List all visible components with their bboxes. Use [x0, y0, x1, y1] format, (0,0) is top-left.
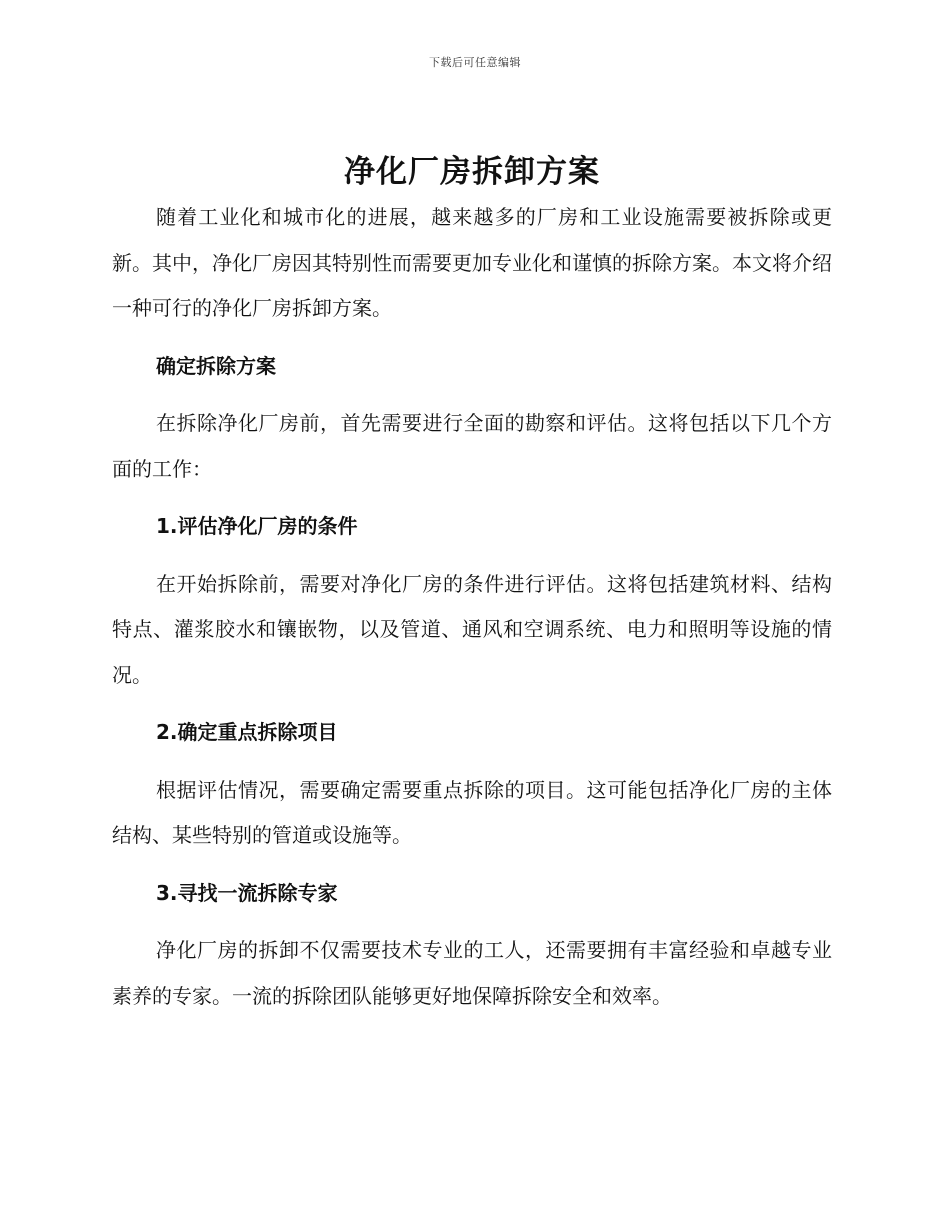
section-paragraph: 根据评估情况，需要确定需要重点拆除的项目。这可能包括净化厂房的主体结构、某些特别的管道或设施等。 — [112, 777, 832, 847]
section-heading: 3.寻找一流拆除专家 — [156, 880, 338, 905]
section-paragraph: 在拆除净化厂房前，首先需要进行全面的勘察和评估。这将包括以下几个方面的工作： — [112, 411, 832, 481]
section-gap — [112, 916, 832, 928]
page-header-note: 下载后可任意编辑 — [429, 56, 521, 69]
section-heading: 1.评估净化厂房的条件 — [156, 514, 358, 538]
section-gap — [112, 332, 832, 344]
document-body — [112, 150, 832, 1019]
section-heading: 2.确定重点拆除项目 — [156, 720, 338, 744]
section-gap — [112, 756, 832, 768]
section-paragraph: 在开始拆除前，需要对净化厂房的条件进行评估。这将包括建筑材料、结构特点、灌浆胶水和镶嵌物，以及管道、通风和空调系统、电力和照明等设施的情况。 — [112, 571, 832, 687]
section-gap — [112, 698, 832, 710]
intro-paragraph: 随着工业化和城市化的进展，越来越多的厂房和工业设施需要被拆除或更新。其中，净化厂房因其特别性而需要更加专业化和谨慎的拆除方案。本文将介绍一种可行的净化厂房拆卸方案。 — [112, 205, 832, 320]
section-heading: 确定拆除方案 — [156, 353, 276, 378]
section-gap — [112, 550, 832, 562]
section-gap — [112, 389, 832, 401]
document-title: 净化厂房拆卸方案 — [344, 154, 600, 190]
section-gap — [112, 492, 832, 504]
section-gap — [112, 859, 832, 871]
section-paragraph: 净化厂房的拆卸不仅需要技术专业的工人，还需要拥有丰富经验和卓越专业素养的专家。一流的拆除团队能够更好地保障拆除安全和效率。 — [112, 938, 832, 1008]
